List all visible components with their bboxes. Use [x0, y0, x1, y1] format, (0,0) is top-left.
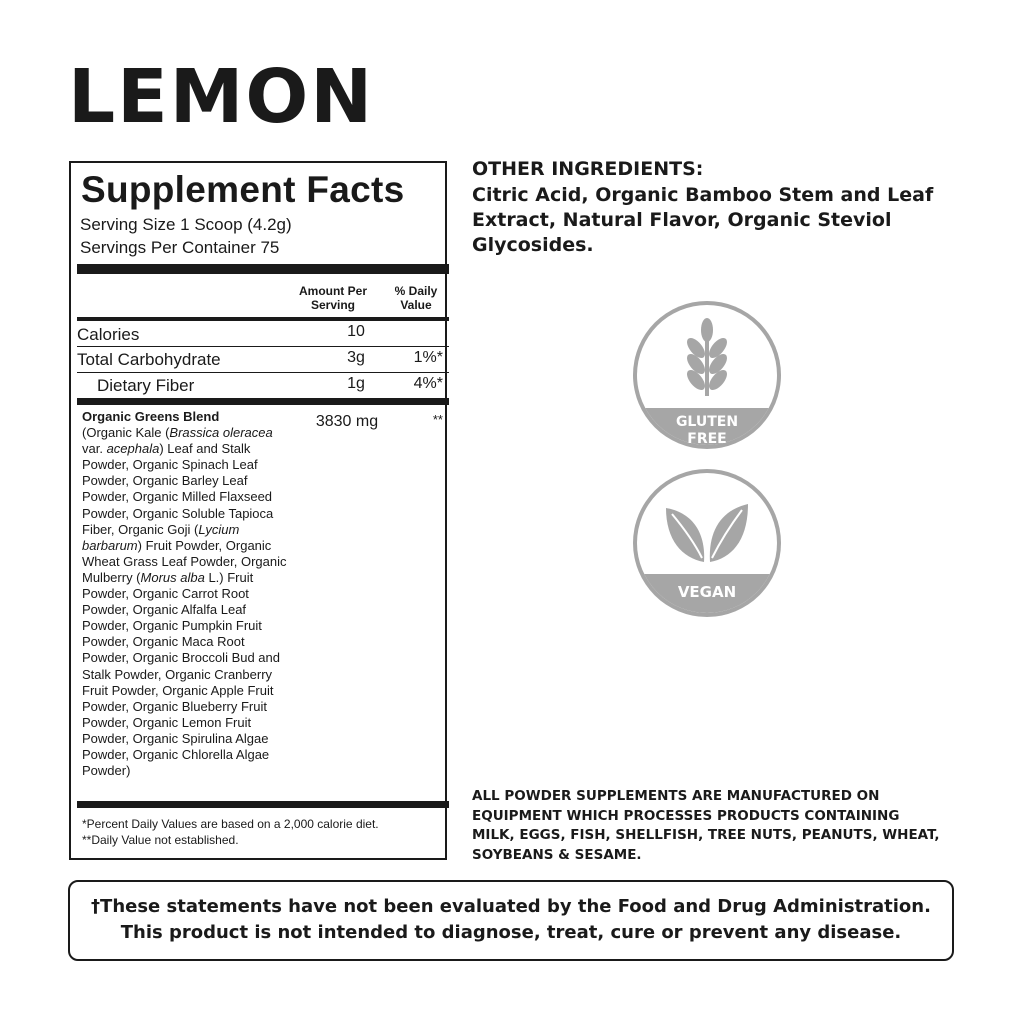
dietary-fiber-label: Dietary Fiber: [97, 376, 195, 395]
blend-dv: **: [432, 412, 443, 427]
amount-per-serving-header: Amount Per Serving: [298, 284, 367, 312]
total-carbohydrate-dv: 1%*: [413, 349, 443, 366]
daily-value-header: % Daily Value: [394, 284, 438, 312]
footnote-daily-values: *Percent Daily Values are based on a 2,000 calorie diet.: [82, 817, 379, 831]
blend-text: ) Fruit Powder, Organic Wheat Grass Leaf Powder, Organic Mulberry (: [82, 537, 287, 585]
servings-per-container: Servings Per Container 75: [80, 238, 280, 257]
total-carbohydrate-label: Total Carbohydrate: [77, 350, 221, 369]
blend-text: (Organic Kale (: [82, 425, 170, 441]
latin-name: acephala: [106, 441, 160, 457]
total-carbohydrate-amount: 3g: [347, 349, 365, 366]
allergen-statement: ALL POWDER SUPPLEMENTS ARE MANUFACTURED ON EQUIPMENT WHICH PROCESSES PRODUCTS CONTAINING MILK, EGGS, FISH, SHELLFISH, TREE NUTS, PEANUTS, WHEAT, SOYBEANS & SESAME.: [472, 788, 940, 863]
leaf-icon: [630, 466, 784, 620]
row-divider: [77, 346, 449, 347]
other-ingredients-title: OTHER INGREDIENTS:: [472, 158, 704, 180]
badge-label: GLUTEN: [675, 414, 739, 430]
vegan-badge: [630, 466, 784, 620]
serving-size: Serving Size 1 Scoop (4.2g): [80, 215, 292, 234]
calories-label: Calories: [77, 325, 140, 344]
footer-divider: [77, 801, 449, 808]
footnote-not-established: **Daily Value not established.: [82, 833, 239, 847]
thick-divider: [77, 264, 449, 274]
latin-name: Morus alba: [140, 569, 205, 585]
dietary-fiber-amount: 1g: [347, 375, 365, 392]
disclaimer-line-2: This product is not intended to diagnose, treat, cure or prevent any disease.: [120, 922, 902, 943]
blend-name: Organic Greens Blend: [82, 409, 220, 424]
gluten-free-badge: [630, 298, 784, 452]
latin-name: Lycium barbarum: [82, 521, 240, 553]
badge-label: FREE: [687, 431, 727, 447]
blend-text: var.: [82, 441, 107, 457]
badge-label: VEGAN: [677, 583, 737, 601]
blend-divider: [77, 398, 449, 405]
blend-text: L.) Fruit Powder, Organic Carrot Root Powder, Organic Alfalfa Leaf Powder, Organic Pumpkin Fruit Powder, Organic Maca Root Powder, Organic Broccoli Bud and Stalk Powder, Organic Cranberry Fruit Powder, Organic Apple Fruit Powder, Organic Blueberry Fruit Powder, Organic Lemon Fruit Powder, Organic Spirulina Algae Powder, Organic Chlorella Algae Powder): [82, 569, 280, 779]
blend-text: ) Leaf and Stalk Powder, Organic Spinach Leaf Powder, Organic Barley Leaf Powder, Organic Milled Flaxseed Powder, Organic Soluble Tapioca Fiber, Organic Goji (: [82, 441, 274, 537]
wheat-icon: [630, 298, 784, 452]
organic-greens-blend: [82, 409, 292, 779]
row-divider: [77, 372, 449, 373]
supplement-facts-panel: [69, 161, 447, 860]
disclaimer-line-1: †These statements have not been evaluated by the Food and Drug Administration.: [91, 896, 931, 917]
other-ingredients-text: Citric Acid, Organic Bamboo Stem and Leaf Extract, Natural Flavor, Organic Steviol Glycosides.: [472, 184, 934, 256]
blend-amount: 3830 mg: [315, 413, 379, 430]
supplement-facts-title: Supplement Facts: [81, 169, 405, 210]
flavor-title: LEMON: [68, 54, 375, 140]
fda-disclaimer: [68, 880, 954, 961]
dietary-fiber-dv: 4%*: [413, 375, 443, 392]
calories-amount: 10: [347, 323, 365, 340]
header-divider: [77, 317, 449, 321]
latin-name: Brassica oleracea: [169, 425, 273, 441]
